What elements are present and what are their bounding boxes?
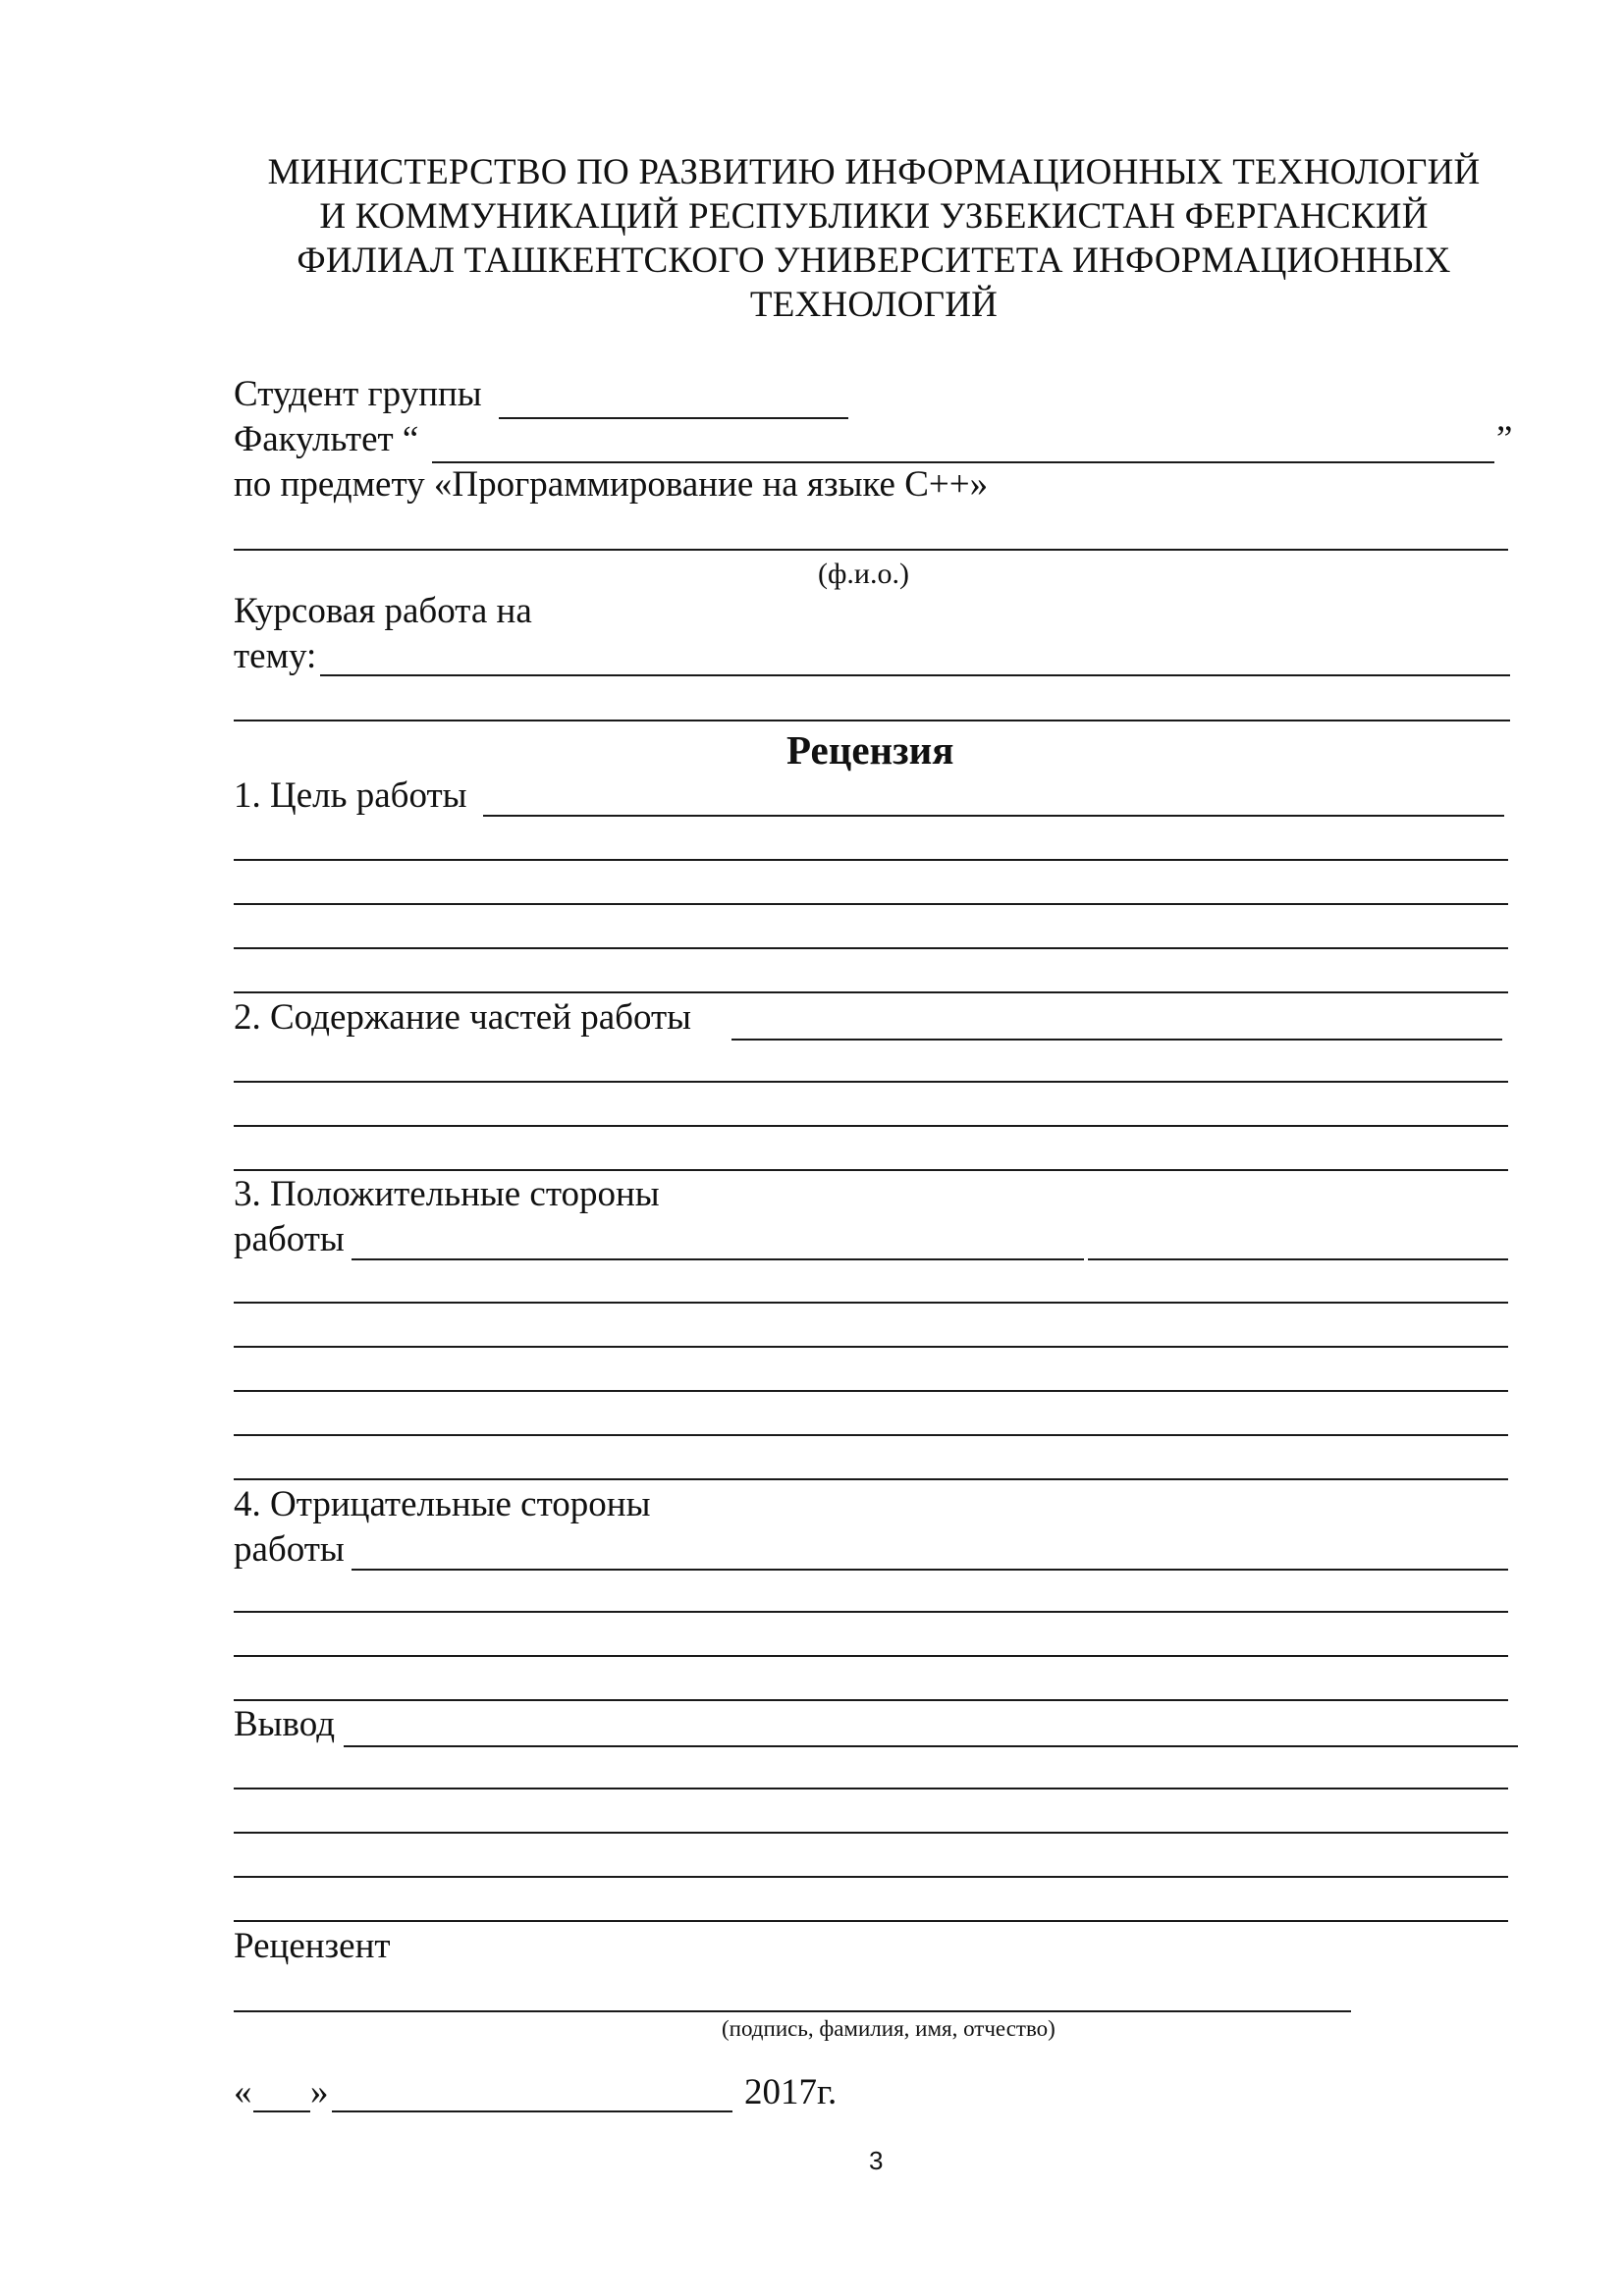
section-2-label: 2. Содержание частей работы (234, 997, 692, 1038)
conclusion-field[interactable] (344, 1745, 1518, 1747)
section-1-line-2[interactable] (234, 859, 1508, 861)
section-1-line-5[interactable] (234, 991, 1508, 993)
date-day-field[interactable] (253, 2110, 310, 2112)
section-3-line-4[interactable] (234, 1390, 1508, 1392)
review-title: Рецензия (786, 727, 954, 773)
faculty-close-quote: ” (1496, 419, 1513, 459)
header-line-1: МИНИСТЕРСТВО ПО РАЗВИТИЮ ИНФОРМАЦИОННЫХ ТЕХНОЛОГИЙ (267, 152, 1481, 192)
page-number: 3 (869, 2146, 884, 2175)
section-1-line-4[interactable] (234, 947, 1508, 949)
topic-label: тему: (234, 636, 317, 676)
section-2-field[interactable] (731, 1039, 1502, 1041)
reviewer-signature-field[interactable] (234, 2010, 1351, 2012)
conclusion-line-3[interactable] (234, 1832, 1508, 1834)
course-work-label: Курсовая работа на (234, 591, 532, 631)
faculty-label: Факультет “ (234, 419, 419, 459)
section-3-label: 3. Положительные стороны (234, 1174, 660, 1214)
student-group-field[interactable] (499, 417, 848, 419)
section-2-line-3[interactable] (234, 1125, 1508, 1127)
section-3-line-5[interactable] (234, 1434, 1508, 1436)
section-3-label-cont: работы (234, 1219, 345, 1259)
section-4-line-2[interactable] (234, 1611, 1508, 1613)
section-3-line-6[interactable] (234, 1478, 1508, 1480)
section-1-label: 1. Цель работы (234, 775, 467, 816)
topic-field-line-2[interactable] (234, 720, 1510, 721)
section-3-line-2[interactable] (234, 1302, 1508, 1304)
section-1-line-3[interactable] (234, 903, 1508, 905)
section-3-field[interactable] (352, 1258, 1084, 1260)
conclusion-line-5[interactable] (234, 1920, 1508, 1922)
section-1-field[interactable] (483, 815, 1504, 817)
section-2-line-4[interactable] (234, 1169, 1508, 1171)
header-line-2: И КОММУНИКАЦИЙ РЕСПУБЛИКИ УЗБЕКИСТАН ФЕРГАНСКИЙ (319, 196, 1429, 237)
section-4-field[interactable] (352, 1569, 1508, 1571)
subject-line: по предмету «Программирование на языке С++» (234, 464, 989, 505)
conclusion-label: Вывод (234, 1704, 336, 1744)
section-4-line-3[interactable] (234, 1655, 1508, 1657)
fio-field[interactable] (234, 549, 1508, 551)
ministry-header (216, 150, 1532, 327)
section-2-line-2[interactable] (234, 1081, 1508, 1083)
date-month-field[interactable] (332, 2110, 732, 2112)
date-close-quote: » (310, 2072, 329, 2112)
header-line-3: ФИЛИАЛ ТАШКЕНТСКОГО УНИВЕРСИТЕТА ИНФОРМАЦИОННЫХ (297, 240, 1451, 281)
student-group-label: Студент группы (234, 374, 482, 414)
header-line-4: ТЕХНОЛОГИЙ (749, 285, 999, 325)
section-4-label: 4. Отрицательные стороны (234, 1484, 651, 1524)
section-4-line-4[interactable] (234, 1699, 1508, 1701)
signature-caption: (подпись, фамилия, имя, отчество) (722, 2016, 1056, 2041)
section-3-field-b[interactable] (1088, 1258, 1508, 1260)
conclusion-line-4[interactable] (234, 1876, 1508, 1878)
section-3-line-3[interactable] (234, 1346, 1508, 1348)
conclusion-line-2[interactable] (234, 1788, 1508, 1789)
date-open-quote: « (234, 2072, 252, 2112)
fio-caption: (ф.и.о.) (818, 558, 909, 590)
section-4-label-cont: работы (234, 1529, 345, 1570)
topic-field[interactable] (320, 674, 1510, 676)
reviewer-label: Рецензент (234, 1926, 391, 1966)
date-year: 2017г. (744, 2072, 838, 2112)
